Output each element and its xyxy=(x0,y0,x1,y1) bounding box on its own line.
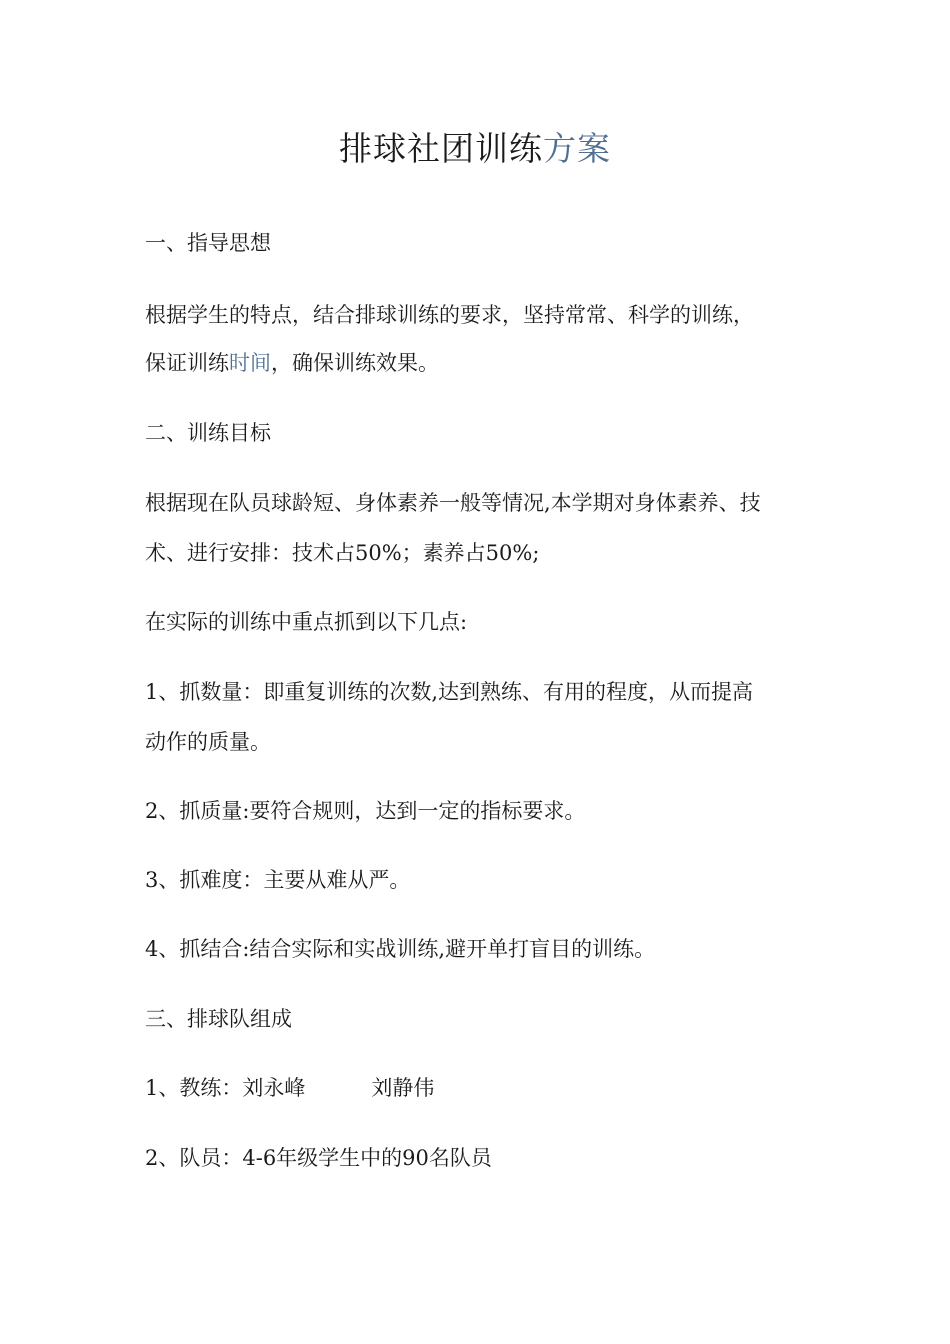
point1-line1: 1、抓数量：即重复训练的次数,达到熟练、有用的程度，从而提高 xyxy=(145,680,754,704)
section3-heading: 三、排球队组成 xyxy=(145,1007,292,1031)
point1-line2: 动作的质量。 xyxy=(145,730,271,754)
section2-paragraph-line1: 根据现在队员球龄短、身体素养一般等情况,本学期对身体素养、技 xyxy=(145,491,761,515)
point2: 2、抓质量:要符合规则，达到一定的指标要求。 xyxy=(145,799,586,823)
point4: 4、抓结合:结合实际和实战训练,避开单打盲目的训练。 xyxy=(145,937,656,961)
document-title xyxy=(0,126,950,172)
section2-paragraph-line2: 术、进行安排：技术占50%；素养占50%; xyxy=(145,541,540,565)
section1-paragraph-line2 xyxy=(145,348,439,378)
section1-paragraph-line1: 根据学生的特点，结合排球训练的要求，坚持常常、科学的训练， xyxy=(145,303,754,327)
section2-heading: 二、训练目标 xyxy=(145,421,271,445)
members-line: 2、队员：4-6年级学生中的90名队员 xyxy=(145,1146,492,1170)
time-link[interactable]: 时间 xyxy=(229,351,271,375)
title-accent: 方案 xyxy=(543,129,611,168)
point3: 3、抓难度：主要从难从严。 xyxy=(145,868,411,892)
title-main: 排球社团训练 xyxy=(339,129,543,168)
coach-second: 刘静伟 xyxy=(371,1076,435,1100)
section1-heading: 一、指导思想 xyxy=(145,231,271,255)
coach-label: 1、教练：刘永峰 xyxy=(145,1076,306,1100)
section1-line2-start: 保证训练 xyxy=(145,351,229,375)
section1-line2-end: ，确保训练效果。 xyxy=(271,351,439,375)
coach-line xyxy=(145,1073,434,1103)
section2-paragraph2: 在实际的训练中重点抓到以下几点: xyxy=(145,610,468,634)
